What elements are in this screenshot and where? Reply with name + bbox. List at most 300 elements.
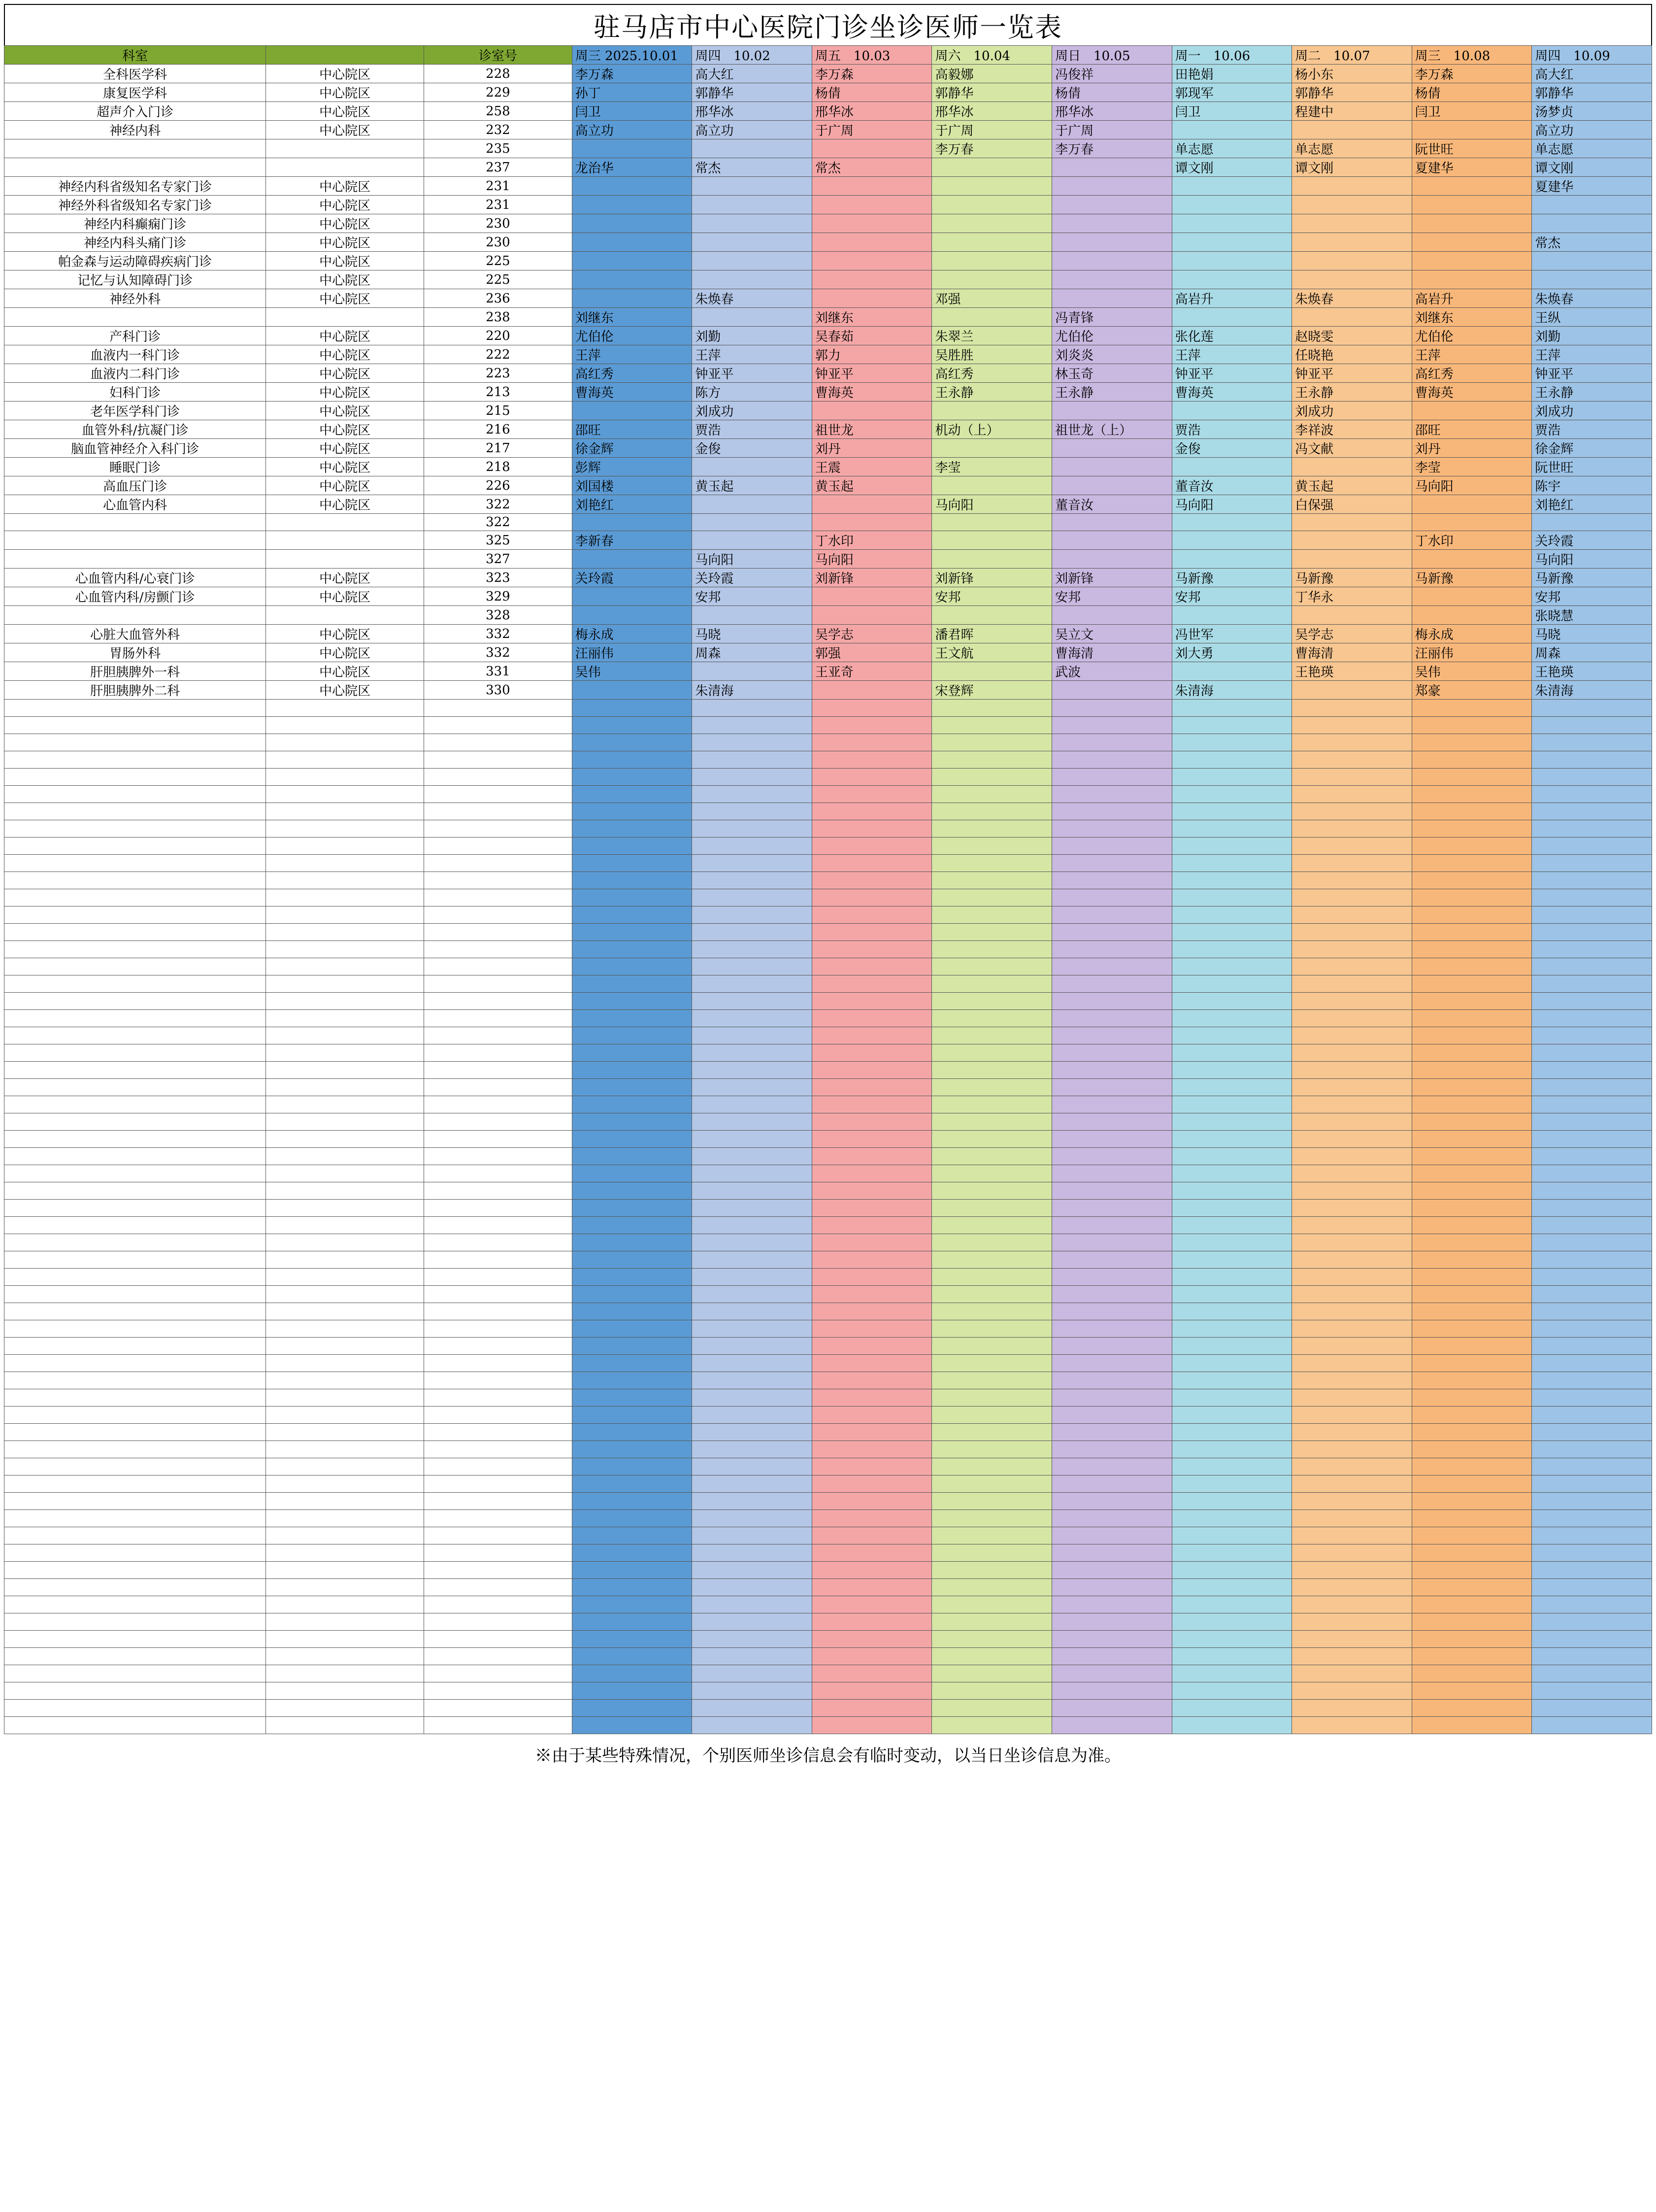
doctor-cell [1412, 177, 1532, 196]
empty-day-cell [1052, 838, 1172, 855]
empty-day-cell [1412, 786, 1532, 803]
empty-cell [266, 1596, 424, 1613]
doctor-cell: 丁水印 [812, 531, 932, 550]
empty-day-cell [812, 1234, 932, 1251]
empty-day-cell [572, 1355, 692, 1372]
doctor-cell: 王永静 [1052, 383, 1172, 402]
empty-day-cell [1412, 1613, 1532, 1631]
empty-cell [424, 1682, 572, 1700]
doctor-cell [1172, 121, 1292, 139]
empty-day-cell [572, 855, 692, 872]
area-cell: 中心院区 [266, 83, 424, 102]
empty-cell [4, 1717, 266, 1734]
empty-day-cell [1172, 1182, 1292, 1200]
doctor-cell: 关玲霞 [692, 569, 812, 587]
filler-row [4, 1665, 1652, 1682]
room-cell: 332 [424, 643, 572, 662]
doctor-cell: 李莹 [932, 458, 1052, 476]
empty-cell [266, 855, 424, 872]
empty-day-cell [812, 975, 932, 993]
empty-day-cell [1412, 1269, 1532, 1286]
empty-cell [266, 1079, 424, 1096]
doctor-cell [812, 289, 932, 308]
room-cell: 228 [424, 65, 572, 83]
empty-day-cell [812, 1148, 932, 1165]
room-cell: 225 [424, 252, 572, 270]
empty-day-cell [1412, 1407, 1532, 1424]
empty-day-cell [1292, 975, 1412, 993]
empty-day-cell [1532, 1441, 1652, 1458]
doctor-cell: 常杰 [1532, 233, 1652, 252]
doctor-cell: 尤伯伦 [572, 327, 692, 345]
empty-day-cell [1292, 1424, 1412, 1441]
table-row [4, 270, 1652, 289]
doctor-cell: 王永静 [932, 383, 1052, 402]
empty-day-cell [1532, 820, 1652, 838]
empty-day-cell [572, 1407, 692, 1424]
empty-cell [4, 1096, 266, 1113]
empty-day-cell [932, 1665, 1052, 1682]
empty-cell [4, 1269, 266, 1286]
empty-day-cell [1412, 1062, 1532, 1079]
doctor-cell: 高岩升 [1412, 289, 1532, 308]
doctor-cell [1052, 177, 1172, 196]
empty-day-cell [1052, 1079, 1172, 1096]
filler-row [4, 1458, 1652, 1475]
doctor-cell: 冯青锋 [1052, 308, 1172, 327]
empty-day-cell [1532, 1113, 1652, 1131]
filler-row [4, 786, 1652, 803]
empty-day-cell [1052, 906, 1172, 924]
empty-cell [424, 1389, 572, 1407]
empty-day-cell [1172, 1234, 1292, 1251]
doctor-cell [1532, 270, 1652, 289]
empty-cell [424, 1458, 572, 1475]
empty-cell [424, 1234, 572, 1251]
empty-cell [266, 1217, 424, 1234]
empty-day-cell [812, 838, 932, 855]
doctor-cell: 杨小东 [1292, 65, 1412, 83]
doctor-cell: 高毅娜 [932, 65, 1052, 83]
dept-cell: 帕金森与运动障碍疾病门诊 [4, 252, 266, 270]
empty-day-cell [932, 1579, 1052, 1596]
dept-cell: 康复医学科 [4, 83, 266, 102]
empty-day-cell [812, 1475, 932, 1493]
empty-day-cell [692, 1665, 812, 1682]
filler-row [4, 941, 1652, 958]
empty-day-cell [1532, 700, 1652, 717]
doctor-cell: 曹海英 [812, 383, 932, 402]
empty-day-cell [932, 1389, 1052, 1407]
doctor-cell [812, 177, 932, 196]
doctor-cell: 刘炎炎 [1052, 345, 1172, 364]
table-row [4, 458, 1652, 476]
doctor-cell: 郭静华 [1532, 83, 1652, 102]
empty-day-cell [1172, 1096, 1292, 1113]
schedule-body [4, 65, 1652, 1734]
doctor-cell: 杨倩 [1052, 83, 1172, 102]
doctor-cell: 吴立文 [1052, 625, 1172, 643]
empty-day-cell [1292, 1131, 1412, 1148]
dept-cell: 肝胆胰脾外一科 [4, 662, 266, 681]
dept-cell: 心血管内科/心衰门诊 [4, 569, 266, 587]
empty-cell [424, 1010, 572, 1027]
empty-cell [424, 993, 572, 1010]
empty-cell [424, 1510, 572, 1527]
doctor-cell [1052, 402, 1172, 420]
area-cell: 中心院区 [266, 233, 424, 252]
dept-cell: 胃肠外科 [4, 643, 266, 662]
empty-cell [4, 820, 266, 838]
empty-day-cell [932, 1562, 1052, 1579]
empty-day-cell [1172, 1648, 1292, 1665]
empty-day-cell [812, 1096, 932, 1113]
doctor-cell: 周森 [1532, 643, 1652, 662]
doctor-cell [692, 308, 812, 327]
empty-day-cell [1412, 855, 1532, 872]
doctor-cell: 阮世旺 [1532, 458, 1652, 476]
empty-day-cell [1292, 1510, 1412, 1527]
filler-row [4, 1096, 1652, 1113]
empty-cell [424, 838, 572, 855]
empty-day-cell [812, 1407, 932, 1424]
area-cell: 中心院区 [266, 458, 424, 476]
empty-cell [266, 1665, 424, 1682]
doctor-cell: 闫卫 [1172, 102, 1292, 121]
empty-cell [4, 1079, 266, 1096]
empty-day-cell [572, 1441, 692, 1458]
empty-day-cell [1532, 1131, 1652, 1148]
empty-day-cell [1292, 1320, 1412, 1338]
empty-day-cell [572, 958, 692, 975]
empty-cell [266, 786, 424, 803]
empty-day-cell [812, 889, 932, 906]
empty-day-cell [1532, 1200, 1652, 1217]
doctor-cell [692, 514, 812, 531]
empty-day-cell [1172, 1251, 1292, 1269]
doctor-cell [572, 514, 692, 531]
empty-day-cell [572, 1372, 692, 1389]
empty-day-cell [1052, 1113, 1172, 1131]
empty-cell [266, 838, 424, 855]
empty-day-cell [692, 1441, 812, 1458]
table-row [4, 308, 1652, 327]
empty-day-cell [1532, 1665, 1652, 1682]
filler-row [4, 838, 1652, 855]
empty-day-cell [1412, 1217, 1532, 1234]
doctor-cell [1172, 662, 1292, 681]
doctor-cell [932, 531, 1052, 550]
empty-day-cell [1532, 889, 1652, 906]
empty-day-cell [1532, 1648, 1652, 1665]
table-row [4, 643, 1652, 662]
empty-day-cell [932, 1286, 1052, 1303]
empty-cell [4, 838, 266, 855]
empty-day-cell [692, 1424, 812, 1441]
empty-day-cell [692, 1407, 812, 1424]
empty-day-cell [1412, 1320, 1532, 1338]
doctor-cell: 曹海英 [1412, 383, 1532, 402]
doctor-cell [692, 196, 812, 214]
header-day: 周日 10.05 [1052, 46, 1172, 65]
empty-cell [4, 1631, 266, 1648]
doctor-cell: 白保强 [1292, 495, 1412, 514]
empty-day-cell [932, 958, 1052, 975]
empty-cell [4, 1510, 266, 1527]
filler-row [4, 1338, 1652, 1355]
empty-cell [424, 803, 572, 820]
empty-cell [266, 1544, 424, 1562]
doctor-cell: 梅永成 [1412, 625, 1532, 643]
empty-day-cell [812, 820, 932, 838]
empty-day-cell [1172, 1631, 1292, 1648]
empty-day-cell [1172, 1665, 1292, 1682]
doctor-cell: 林玉奇 [1052, 364, 1172, 383]
table-row [4, 476, 1652, 495]
doctor-cell: 于广周 [812, 121, 932, 139]
empty-day-cell [1172, 838, 1292, 855]
empty-cell [266, 1372, 424, 1389]
empty-day-cell [572, 1700, 692, 1717]
empty-day-cell [692, 1165, 812, 1182]
filler-row [4, 1062, 1652, 1079]
empty-day-cell [1412, 1096, 1532, 1113]
doctor-cell [1412, 196, 1532, 214]
dept-cell [4, 531, 266, 550]
doctor-cell: 宋登辉 [932, 681, 1052, 700]
empty-day-cell [1532, 1562, 1652, 1579]
area-cell: 中心院区 [266, 681, 424, 700]
area-cell [266, 514, 424, 531]
empty-day-cell [812, 700, 932, 717]
empty-day-cell [1412, 1665, 1532, 1682]
doctor-cell: 钟亚平 [1292, 364, 1412, 383]
empty-cell [266, 1234, 424, 1251]
empty-cell [266, 1286, 424, 1303]
empty-day-cell [1532, 1631, 1652, 1648]
empty-day-cell [812, 1320, 932, 1338]
empty-day-cell [1292, 1544, 1412, 1562]
empty-day-cell [1412, 1682, 1532, 1700]
empty-day-cell [1412, 1251, 1532, 1269]
empty-day-cell [572, 1648, 692, 1665]
empty-day-cell [1412, 1303, 1532, 1320]
empty-day-cell [1052, 1338, 1172, 1355]
empty-day-cell [692, 1475, 812, 1493]
empty-day-cell [1052, 1269, 1172, 1286]
doctor-cell: 王萍 [1532, 345, 1652, 364]
empty-day-cell [1292, 1251, 1412, 1269]
empty-day-cell [692, 1217, 812, 1234]
empty-cell [4, 975, 266, 993]
empty-day-cell [1172, 1613, 1292, 1631]
doctor-cell: 汪丽伟 [1412, 643, 1532, 662]
empty-day-cell [1412, 1355, 1532, 1372]
empty-cell [266, 924, 424, 941]
area-cell: 中心院区 [266, 289, 424, 308]
empty-cell [266, 1458, 424, 1475]
empty-cell [4, 1389, 266, 1407]
doctor-cell: 祖世龙（上） [1052, 420, 1172, 439]
empty-day-cell [572, 1613, 692, 1631]
empty-day-cell [1172, 906, 1292, 924]
empty-day-cell [1292, 1579, 1412, 1596]
empty-day-cell [1412, 1010, 1532, 1027]
empty-day-cell [572, 1579, 692, 1596]
doctor-cell: 马向阳 [932, 495, 1052, 514]
empty-cell [4, 889, 266, 906]
empty-day-cell [932, 751, 1052, 769]
empty-day-cell [1172, 1320, 1292, 1338]
empty-day-cell [1292, 1372, 1412, 1389]
empty-day-cell [1172, 1407, 1292, 1424]
empty-day-cell [1532, 993, 1652, 1010]
empty-day-cell [1292, 838, 1412, 855]
doctor-cell [812, 214, 932, 233]
empty-day-cell [1172, 941, 1292, 958]
doctor-cell [692, 214, 812, 233]
empty-cell [266, 1613, 424, 1631]
empty-day-cell [1532, 958, 1652, 975]
empty-day-cell [932, 1510, 1052, 1527]
empty-day-cell [1052, 1458, 1172, 1475]
doctor-cell: 曹海英 [1172, 383, 1292, 402]
doctor-cell [1412, 587, 1532, 606]
dept-cell: 高血压门诊 [4, 476, 266, 495]
empty-day-cell [1412, 941, 1532, 958]
empty-cell [424, 1648, 572, 1665]
empty-day-cell [692, 1096, 812, 1113]
empty-day-cell [1052, 1475, 1172, 1493]
doctor-cell: 谭文刚 [1532, 158, 1652, 177]
empty-day-cell [812, 1338, 932, 1355]
dept-cell: 血管外科/抗凝门诊 [4, 420, 266, 439]
area-cell: 中心院区 [266, 569, 424, 587]
empty-day-cell [932, 1441, 1052, 1458]
empty-day-cell [1052, 1372, 1172, 1389]
empty-day-cell [1532, 1148, 1652, 1165]
empty-day-cell [572, 872, 692, 889]
empty-day-cell [1052, 820, 1172, 838]
room-cell: 323 [424, 569, 572, 587]
empty-cell [266, 1424, 424, 1441]
dept-cell: 产科门诊 [4, 327, 266, 345]
empty-day-cell [1412, 872, 1532, 889]
empty-day-cell [1052, 1320, 1172, 1338]
empty-cell [4, 1493, 266, 1510]
room-cell: 218 [424, 458, 572, 476]
empty-day-cell [932, 906, 1052, 924]
empty-day-cell [1172, 975, 1292, 993]
empty-cell [424, 1286, 572, 1303]
empty-day-cell [812, 1217, 932, 1234]
empty-cell [266, 958, 424, 975]
empty-cell [266, 769, 424, 786]
empty-day-cell [572, 1027, 692, 1044]
doctor-cell: 马新豫 [1532, 569, 1652, 587]
room-cell: 226 [424, 476, 572, 495]
doctor-cell: 钟亚平 [812, 364, 932, 383]
empty-cell [4, 1182, 266, 1200]
empty-day-cell [692, 1544, 812, 1562]
empty-day-cell [1292, 1096, 1412, 1113]
empty-day-cell [692, 1131, 812, 1148]
dept-cell [4, 308, 266, 327]
empty-day-cell [1412, 1372, 1532, 1389]
doctor-cell: 王亚奇 [812, 662, 932, 681]
empty-day-cell [1532, 751, 1652, 769]
empty-day-cell [932, 1200, 1052, 1217]
empty-day-cell [692, 975, 812, 993]
empty-day-cell [692, 1113, 812, 1131]
doctor-cell: 马向阳 [1412, 476, 1532, 495]
empty-day-cell [1172, 751, 1292, 769]
doctor-cell: 吴学志 [812, 625, 932, 643]
doctor-cell: 吴胜胜 [932, 345, 1052, 364]
filler-row [4, 820, 1652, 838]
empty-day-cell [1532, 1165, 1652, 1182]
empty-cell [424, 820, 572, 838]
empty-day-cell [812, 1596, 932, 1613]
empty-day-cell [1172, 1286, 1292, 1303]
empty-day-cell [1532, 1062, 1652, 1079]
empty-day-cell [572, 1234, 692, 1251]
empty-cell [424, 717, 572, 734]
empty-day-cell [812, 906, 932, 924]
empty-cell [4, 1424, 266, 1441]
empty-cell [4, 751, 266, 769]
doctor-cell [1172, 214, 1292, 233]
empty-day-cell [1052, 1527, 1172, 1544]
empty-cell [424, 1338, 572, 1355]
empty-day-cell [812, 941, 932, 958]
doctor-cell [932, 233, 1052, 252]
empty-day-cell [1412, 958, 1532, 975]
empty-cell [4, 717, 266, 734]
empty-cell [424, 1355, 572, 1372]
empty-cell [424, 1441, 572, 1458]
area-cell [266, 531, 424, 550]
empty-cell [424, 1562, 572, 1579]
empty-day-cell [1172, 1579, 1292, 1596]
doctor-cell [1412, 214, 1532, 233]
empty-day-cell [1292, 941, 1412, 958]
empty-cell [4, 906, 266, 924]
room-cell: 230 [424, 214, 572, 233]
empty-day-cell [812, 1510, 932, 1527]
empty-cell [4, 1234, 266, 1251]
empty-day-cell [572, 1682, 692, 1700]
empty-day-cell [932, 1027, 1052, 1044]
empty-day-cell [932, 1648, 1052, 1665]
empty-day-cell [572, 1079, 692, 1096]
doctor-cell [572, 177, 692, 196]
empty-day-cell [572, 1475, 692, 1493]
empty-day-cell [572, 941, 692, 958]
empty-day-cell [1532, 1389, 1652, 1407]
room-cell: 238 [424, 308, 572, 327]
empty-day-cell [692, 1027, 812, 1044]
empty-day-cell [1532, 1700, 1652, 1717]
doctor-cell: 刘丹 [1412, 439, 1532, 458]
empty-cell [4, 1544, 266, 1562]
doctor-cell: 刘成功 [1532, 402, 1652, 420]
doctor-cell: 谭文刚 [1292, 158, 1412, 177]
doctor-cell [1412, 495, 1532, 514]
empty-day-cell [1172, 700, 1292, 717]
empty-day-cell [812, 734, 932, 751]
doctor-cell: 朱焕春 [1532, 289, 1652, 308]
